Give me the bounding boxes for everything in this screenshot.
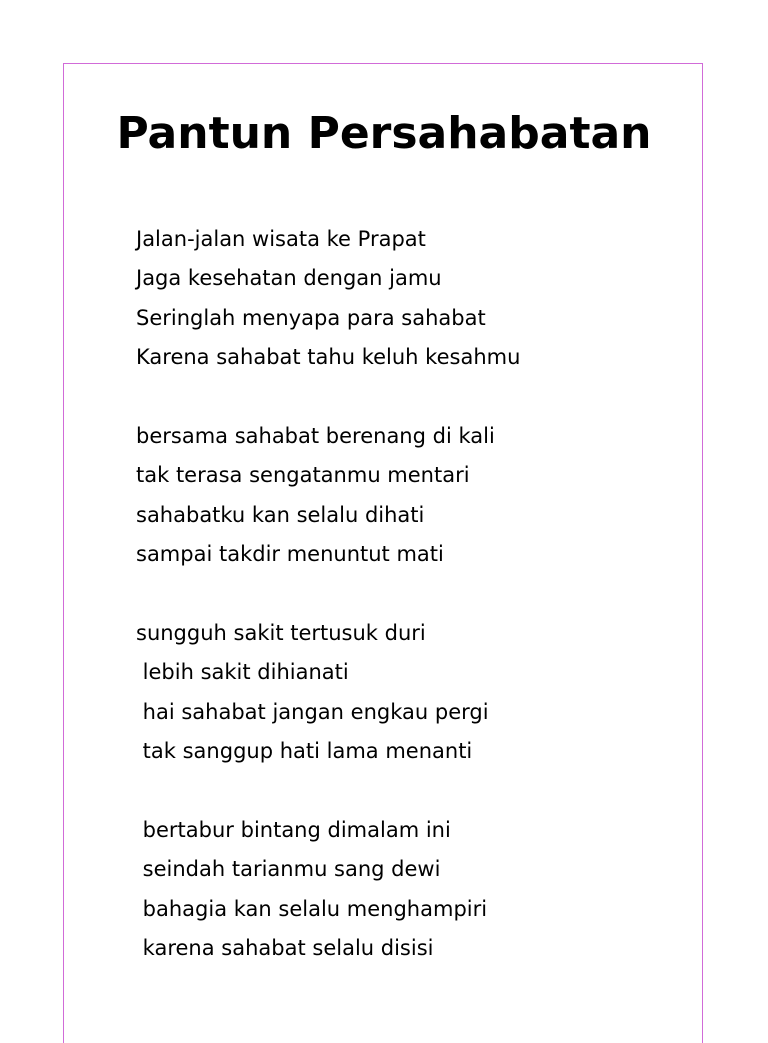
poem-line: karena sahabat selalu disisi: [136, 936, 434, 961]
poem-line: Jalan-jalan wisata ke Prapat: [136, 227, 426, 251]
poem-line: Seringlah menyapa para sahabat: [136, 305, 486, 330]
poem-line: Karena sahabat tahu keluh kesahmu: [136, 345, 521, 370]
poem-line: tak terasa sengatanmu mentari: [136, 463, 470, 488]
poem-line: sampai takdir menuntut mati: [136, 542, 444, 567]
poem-line: lebih sakit dihianati: [136, 660, 349, 685]
stanza-3: [136, 620, 489, 778]
poem-line: sungguh sakit tertusuk duri: [136, 621, 426, 645]
poem-line: seindah tarianmu sang dewi: [136, 857, 441, 882]
poem-line: bahagia kan selalu menghampiri: [136, 896, 488, 921]
poem-line: bersama sahabat berenang di kali: [136, 424, 495, 448]
stanza-1: [136, 226, 520, 384]
poem-line: sahabatku kan selalu dihati: [136, 502, 425, 527]
poem-line: hai sahabat jangan engkau pergi: [136, 699, 489, 724]
poem-line: tak sanggup hati lama menanti: [136, 739, 473, 764]
poem-line: Jaga kesehatan dengan jamu: [136, 266, 442, 291]
stanza-4: [136, 817, 487, 975]
stanza-2: [136, 423, 495, 581]
page-title: Pantun Persahabatan: [116, 108, 652, 159]
poem-line: bertabur bintang dimalam ini: [136, 818, 451, 842]
